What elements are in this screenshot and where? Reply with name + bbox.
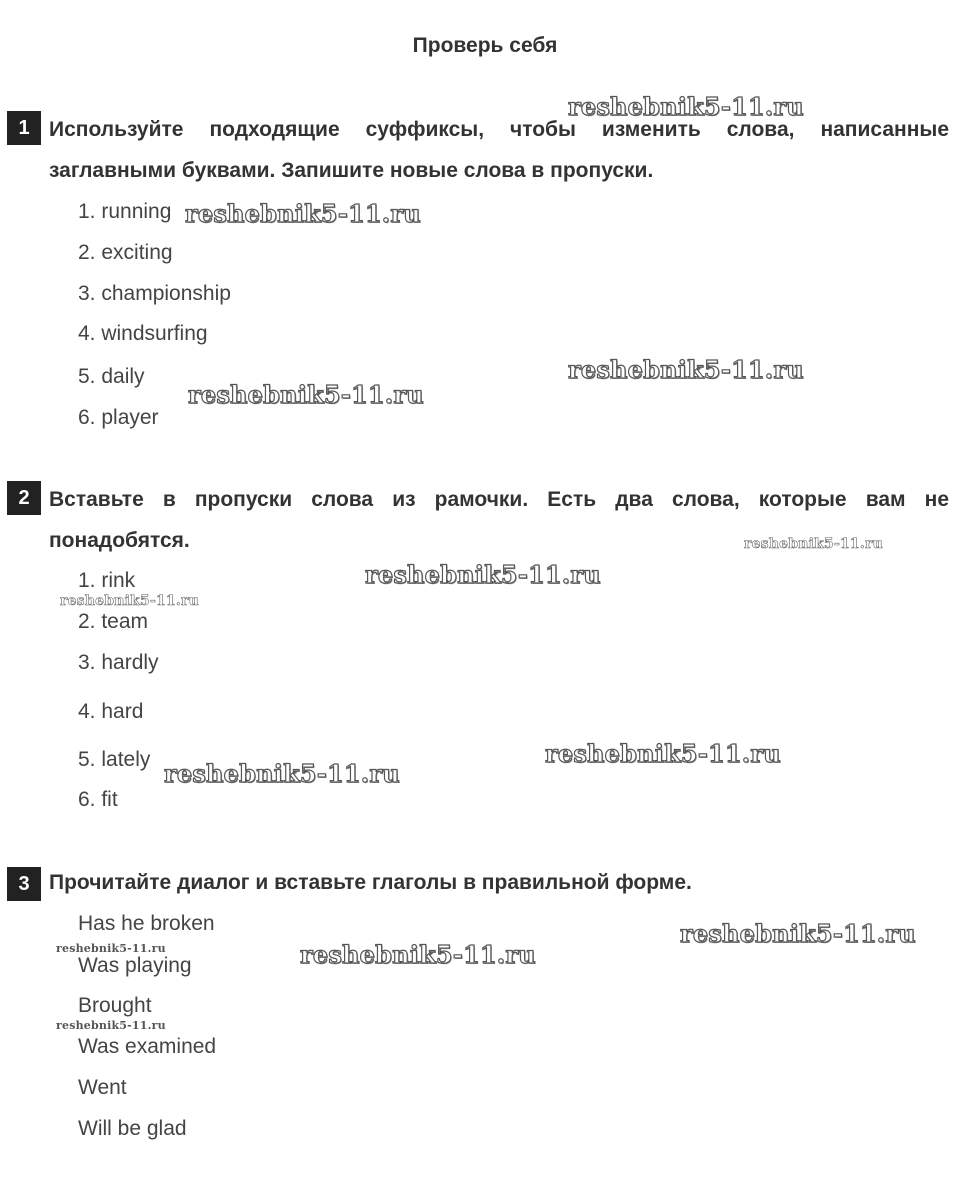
watermark: reshebnik5-11.ru	[300, 940, 536, 969]
answer-item: 2. exciting	[78, 241, 173, 264]
watermark: reshebnik5-11.ru	[568, 92, 804, 121]
watermark: reshebnik5-11.ru	[744, 536, 883, 552]
watermark: reshebnik5-11.ru	[188, 380, 424, 409]
section-number-badge: 3	[7, 867, 41, 901]
section-instruction: Вставьте в пропуски слова из рамочки. Есть два слова, которые вам не понадобятся.	[49, 488, 949, 552]
watermark: reshebnik5-11.ru	[185, 199, 421, 228]
section-number-badge: 1	[7, 111, 41, 145]
answer-item: 3. hardly	[78, 651, 159, 674]
answer-item: Was examined	[78, 1035, 217, 1058]
section-instruction: Используйте подходящие суффиксы, чтобы изменить слова, написанные заглавными буквами. Запишите новые слова в пропуски.	[49, 118, 949, 182]
watermark: reshebnik5-11.ru	[60, 593, 199, 609]
section-number-badge: 2	[7, 481, 41, 515]
watermark: reshebnik5-11.ru	[56, 1019, 166, 1032]
watermark: reshebnik5-11.ru	[545, 739, 781, 768]
watermark: reshebnik5-11.ru	[365, 560, 601, 589]
answer-item: 3. championship	[78, 282, 231, 305]
answer-item: Was playing	[78, 954, 192, 977]
answer-item: Will be glad	[78, 1117, 187, 1140]
answer-item: 1. running	[78, 200, 172, 223]
answer-item: 6. fit	[78, 788, 118, 811]
watermark: reshebnik5-11.ru	[164, 759, 400, 788]
answer-item: Has he broken	[78, 912, 215, 935]
answer-item: 4. windsurfing	[78, 322, 208, 345]
answer-item: Brought	[78, 994, 152, 1017]
answer-item: 1. rink	[78, 569, 136, 592]
section-instruction: Прочитайте диалог и вставьте глаголы в правильной форме.	[49, 871, 692, 894]
watermark: reshebnik5-11.ru	[680, 919, 916, 948]
answer-item: 5. lately	[78, 748, 151, 771]
answer-item: 4. hard	[78, 700, 144, 723]
page-title: Проверь себя	[412, 34, 558, 57]
answer-item: 2. team	[78, 610, 149, 633]
answer-item: Went	[78, 1076, 127, 1099]
watermark: reshebnik5-11.ru	[56, 942, 166, 955]
watermark: reshebnik5-11.ru	[568, 355, 804, 384]
answer-item: 5. daily	[78, 365, 145, 388]
answer-item: 6. player	[78, 406, 159, 429]
